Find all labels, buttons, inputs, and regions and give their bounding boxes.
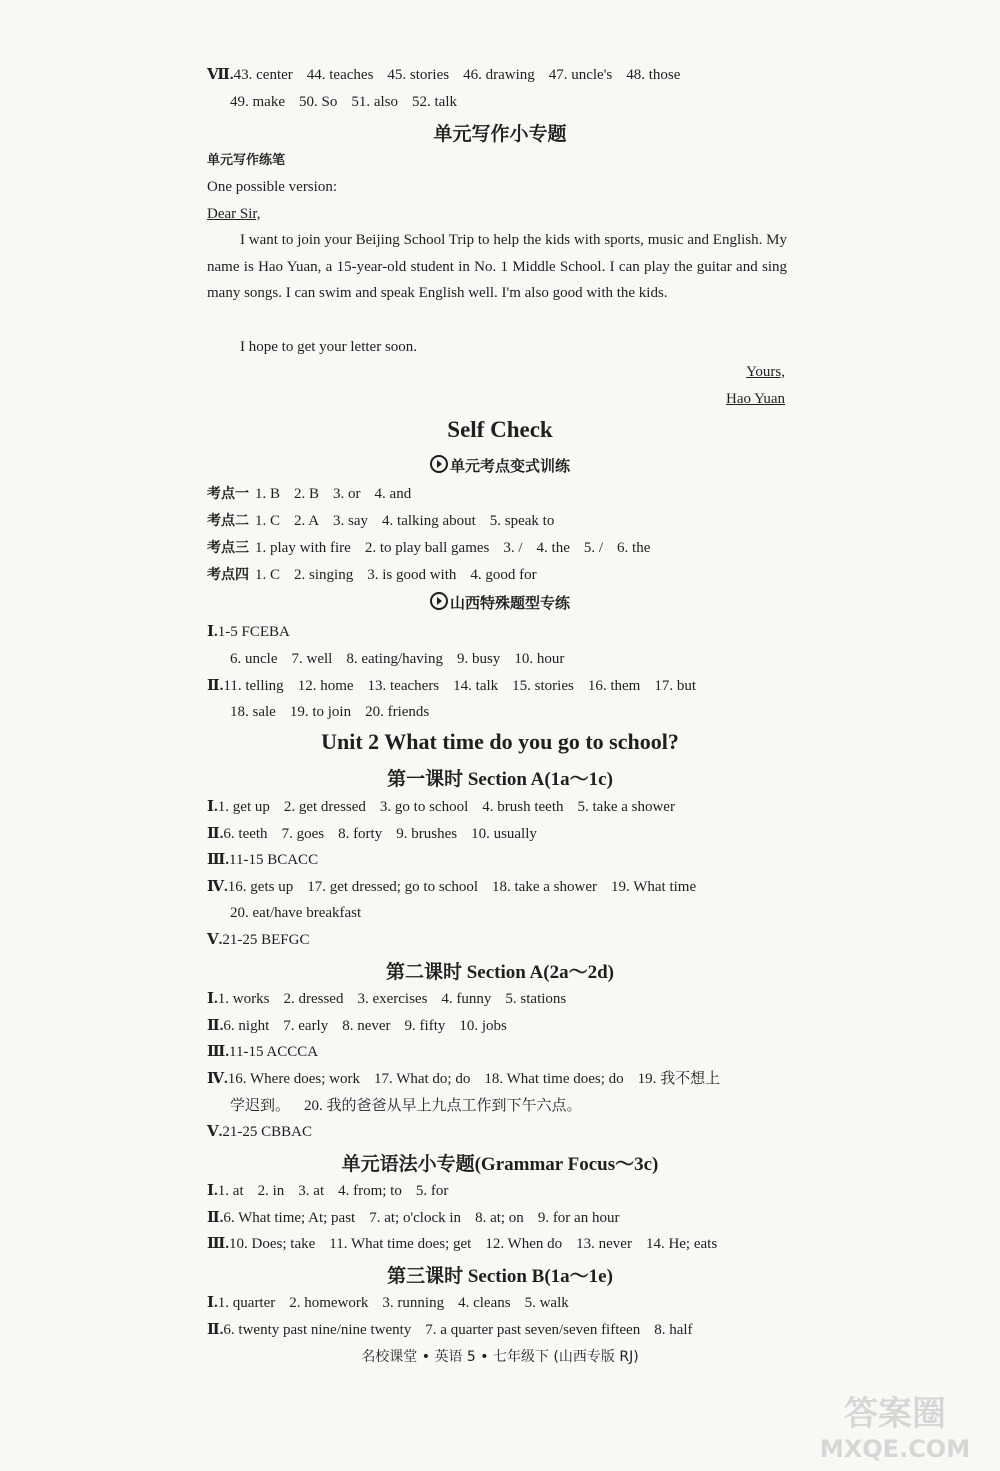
answer-line xyxy=(207,565,551,585)
answer-item: 47. uncle's xyxy=(548,67,613,83)
roman-numeral: Ⅴ. xyxy=(207,1124,223,1140)
answer-item: 3. is good with xyxy=(367,567,457,583)
answer-line xyxy=(207,511,568,531)
answer-item: 5. / xyxy=(583,540,604,556)
roman-numeral: Ⅱ. xyxy=(207,1322,224,1338)
answer-item: 16. them xyxy=(587,678,641,694)
answer-line xyxy=(207,65,694,85)
answer-line xyxy=(207,538,664,558)
answer-item: 20. friends xyxy=(365,704,430,720)
answer-item: 18. take a shower xyxy=(492,879,597,895)
answer-item: 9. busy xyxy=(456,651,501,667)
answer-item: 43. center xyxy=(233,67,293,83)
answer-line xyxy=(207,824,551,844)
answer-item: 2. get dressed xyxy=(283,799,366,815)
lesson-title: 第二课时 Section A(2a～2d) xyxy=(385,962,614,983)
answer-item: 20. 我的爸爸从早上九点工作到下午六点。 xyxy=(304,1098,582,1114)
answer-line xyxy=(207,1069,734,1089)
answer-line xyxy=(207,1016,521,1036)
answer-item: 1-5 FCEBA xyxy=(217,624,290,640)
answer-item: 48. those xyxy=(626,67,681,83)
answer-item: 4. brush teeth xyxy=(482,799,564,815)
answer-line xyxy=(207,1293,583,1313)
answer-item: 13. never xyxy=(576,1236,632,1252)
answer-item: 12. When do xyxy=(485,1236,563,1252)
self-check-title: Self Check xyxy=(447,417,553,442)
answer-item: 18. What time does; do xyxy=(484,1071,624,1087)
answer-line xyxy=(230,92,471,112)
answer-item: 6. uncle xyxy=(230,651,278,667)
answer-item: 4. good for xyxy=(470,567,537,583)
answer-item: 50. So xyxy=(298,94,338,110)
answer-line xyxy=(207,850,332,870)
answer-item: 1. get up xyxy=(217,799,270,815)
roman-numeral: Ⅲ. xyxy=(207,1044,230,1060)
roman-numeral: Ⅲ. xyxy=(207,852,230,868)
play-circle-icon xyxy=(430,455,448,473)
answer-item: 20. eat/have breakfast xyxy=(230,905,362,921)
roman-numeral: Ⅰ. xyxy=(207,624,218,640)
answer-item: 5. speak to xyxy=(489,513,555,529)
roman-numeral: Ⅴ. xyxy=(207,932,223,948)
answer-item: 9. brushes xyxy=(396,826,458,842)
roman-numeral: Ⅰ. xyxy=(207,1295,218,1311)
answer-line xyxy=(207,877,710,897)
answer-item: 15. stories xyxy=(512,678,574,694)
answer-item: 9. for an hour xyxy=(537,1210,620,1226)
answer-item: 17. What do; do xyxy=(373,1071,471,1087)
answer-item: 2. homework xyxy=(289,1295,369,1311)
answer-item: 8. forty xyxy=(338,826,383,842)
answer-line xyxy=(207,797,689,817)
answer-line xyxy=(230,903,375,923)
letter-closing-line: I hope to get your letter soon. xyxy=(240,339,418,355)
letter-greeting: Dear Sir, xyxy=(207,206,261,222)
answer-line xyxy=(230,649,578,669)
answer-item: 21-25 BEFGC xyxy=(222,932,310,948)
answer-item: 11. What time does; get xyxy=(329,1236,472,1252)
roman-numeral: Ⅶ. xyxy=(207,67,234,83)
answer-line xyxy=(207,676,710,696)
play-circle-icon xyxy=(430,592,448,610)
answer-item: 7. goes xyxy=(281,826,325,842)
roman-numeral: Ⅳ. xyxy=(207,879,228,895)
answer-item: 3. go to school xyxy=(379,799,469,815)
answer-item: 3. at xyxy=(298,1183,325,1199)
answer-item: 13. teachers xyxy=(367,678,440,694)
subsection-title: 单元考点变式训练 xyxy=(0,455,1000,476)
answer-item: 19. 我不想上 xyxy=(637,1071,721,1087)
answer-line xyxy=(207,1181,462,1201)
answer-item: 1. C xyxy=(255,513,281,529)
answer-item: 49. make xyxy=(230,94,285,110)
answer-item: 1. C xyxy=(255,567,281,583)
answer-item: 7. well xyxy=(291,651,333,667)
answer-item: 5. for xyxy=(415,1183,449,1199)
answer-item: 1. play with fire xyxy=(255,540,351,556)
answer-line xyxy=(230,702,443,722)
answer-item: 4. cleans xyxy=(458,1295,511,1311)
answer-item: 52. talk xyxy=(412,94,457,110)
answer-item: 21-25 CBBAC xyxy=(222,1124,312,1140)
subsection-title: 山西特殊题型专练 xyxy=(0,592,1000,613)
letter-body: I want to join your Beijing School Trip to help the kids with sports, music and English. My name is Hao Yuan, a 15-year-old student in No. 1 Middle School. I can play the guitar and sing many songs. I can swim and speak English well. I'm also good with the kids. xyxy=(207,232,787,301)
watermark-logo xyxy=(810,1385,980,1463)
exam-point-label: 考点一 xyxy=(207,486,249,502)
answer-item: 3. say xyxy=(333,513,369,529)
watermark-top-text: 答案圈 xyxy=(844,1394,946,1434)
answer-item: 5. stations xyxy=(505,991,567,1007)
answer-item: 1. works xyxy=(217,991,270,1007)
answer-item: 3. / xyxy=(503,540,523,556)
answer-line xyxy=(207,989,580,1009)
answer-item: 10. Does; take xyxy=(229,1236,316,1252)
answer-item: 2. to play ball games xyxy=(364,540,490,556)
answer-item: 10. hour xyxy=(514,651,565,667)
answer-item: 8. at; on xyxy=(475,1210,524,1226)
answer-item: 3. exercises xyxy=(357,991,428,1007)
answer-item: 45. stories xyxy=(387,67,450,83)
answer-line xyxy=(230,1096,596,1116)
answer-item: 12. home xyxy=(297,678,354,694)
roman-numeral: Ⅳ. xyxy=(207,1071,228,1087)
answer-item: 10. usually xyxy=(471,826,537,842)
answer-item: 5. walk xyxy=(524,1295,569,1311)
answer-item: 4. funny xyxy=(441,991,492,1007)
answer-item: 19. to join xyxy=(289,704,352,720)
answer-item: 44. teaches xyxy=(306,67,374,83)
exam-point-label: 考点四 xyxy=(207,567,249,583)
roman-numeral: Ⅱ. xyxy=(207,678,224,694)
answer-item: 51. also xyxy=(351,94,398,110)
answer-item: 3. or xyxy=(333,486,361,502)
answer-item: 10. jobs xyxy=(459,1018,507,1034)
answer-item: 14. talk xyxy=(453,678,499,694)
subsection-title: 单元写作练笔 xyxy=(207,153,286,168)
letter-signature: Hao Yuan xyxy=(725,391,785,407)
answer-item: 14. He; eats xyxy=(645,1236,718,1252)
answer-item: 46. drawing xyxy=(463,67,535,83)
answer-item: 11-15 BCACC xyxy=(229,852,319,868)
answer-item: 9. fifty xyxy=(404,1018,446,1034)
page-footer: 名校课堂 • 英语 5 • 七年级下 (山西专版 RJ) xyxy=(361,1349,639,1365)
roman-numeral: Ⅱ. xyxy=(207,826,224,842)
lesson-title: 单元语法小专题(Grammar Focus～3c) xyxy=(341,1154,659,1175)
answer-item: 1. at xyxy=(217,1183,244,1199)
answer-item: 6. teeth xyxy=(223,826,268,842)
answer-item: 16. gets up xyxy=(227,879,294,895)
answer-item: 16. Where does; work xyxy=(227,1071,360,1087)
answer-item: 2. in xyxy=(257,1183,285,1199)
answer-item: 7. a quarter past seven/seven fifteen xyxy=(425,1322,641,1338)
answer-item: 4. and xyxy=(374,486,412,502)
answer-item: 学迟到。 xyxy=(230,1098,291,1114)
answer-item: 4. talking about xyxy=(382,513,476,529)
answer-line xyxy=(207,1042,332,1062)
answer-item: 5. take a shower xyxy=(577,799,675,815)
answer-item: 2. B xyxy=(294,486,320,502)
answer-line xyxy=(207,1208,633,1228)
section-title: 单元写作小专题 xyxy=(433,123,567,145)
lesson-title: 第一课时 Section A(1a～1c) xyxy=(387,769,613,790)
exam-point-label: 考点二 xyxy=(207,513,249,529)
answer-item: 6. the xyxy=(617,540,651,556)
answer-item: 4. the xyxy=(536,540,570,556)
answer-item: 3. running xyxy=(382,1295,445,1311)
answer-item: 17. get dressed; go to school xyxy=(307,879,479,895)
roman-numeral: Ⅱ. xyxy=(207,1018,224,1034)
answer-item: 11. telling xyxy=(223,678,284,694)
answer-item: 2. A xyxy=(294,513,320,529)
exam-point-label: 考点三 xyxy=(207,540,249,556)
answer-item: 6. twenty past nine/nine twenty xyxy=(223,1322,412,1338)
answer-item: 6. night xyxy=(223,1018,270,1034)
answer-item: 7. at; o'clock in xyxy=(369,1210,462,1226)
answer-item: 19. What time xyxy=(610,879,697,895)
answer-item: 8. half xyxy=(654,1322,693,1338)
roman-numeral: Ⅰ. xyxy=(207,799,218,815)
answer-item: 1. quarter xyxy=(217,1295,276,1311)
roman-numeral: Ⅲ. xyxy=(207,1236,230,1252)
answer-item: 4. from; to xyxy=(338,1183,402,1199)
answer-item: 2. singing xyxy=(294,567,354,583)
answer-item: 6. What time; At; past xyxy=(223,1210,356,1226)
roman-numeral: Ⅱ. xyxy=(207,1210,224,1226)
answer-line xyxy=(207,1320,707,1340)
letter-signoff: Yours, xyxy=(746,364,785,380)
answer-item: 18. sale xyxy=(230,704,276,720)
answer-item: 11-15 ACCCA xyxy=(229,1044,319,1060)
answer-item: 17. but xyxy=(654,678,696,694)
answer-line xyxy=(207,622,304,642)
watermark-bottom-text: MXQE.COM xyxy=(819,1435,971,1463)
roman-numeral: Ⅰ. xyxy=(207,991,218,1007)
answer-item: 8. never xyxy=(342,1018,391,1034)
answer-line xyxy=(207,930,323,950)
answer-line xyxy=(207,484,425,504)
answer-item: 1. B xyxy=(255,486,281,502)
roman-numeral: Ⅰ. xyxy=(207,1183,218,1199)
unit-title: Unit 2 What time do you go to school? xyxy=(321,729,679,754)
answer-item: 7. early xyxy=(283,1018,329,1034)
answer-line xyxy=(207,1234,731,1254)
answer-item: 2. dressed xyxy=(283,991,344,1007)
answer-line xyxy=(207,1122,326,1142)
lesson-title: 第三课时 Section B(1a～1e) xyxy=(387,1266,613,1287)
answer-item: 8. eating/having xyxy=(346,651,443,667)
version-label: One possible version: xyxy=(207,179,337,195)
